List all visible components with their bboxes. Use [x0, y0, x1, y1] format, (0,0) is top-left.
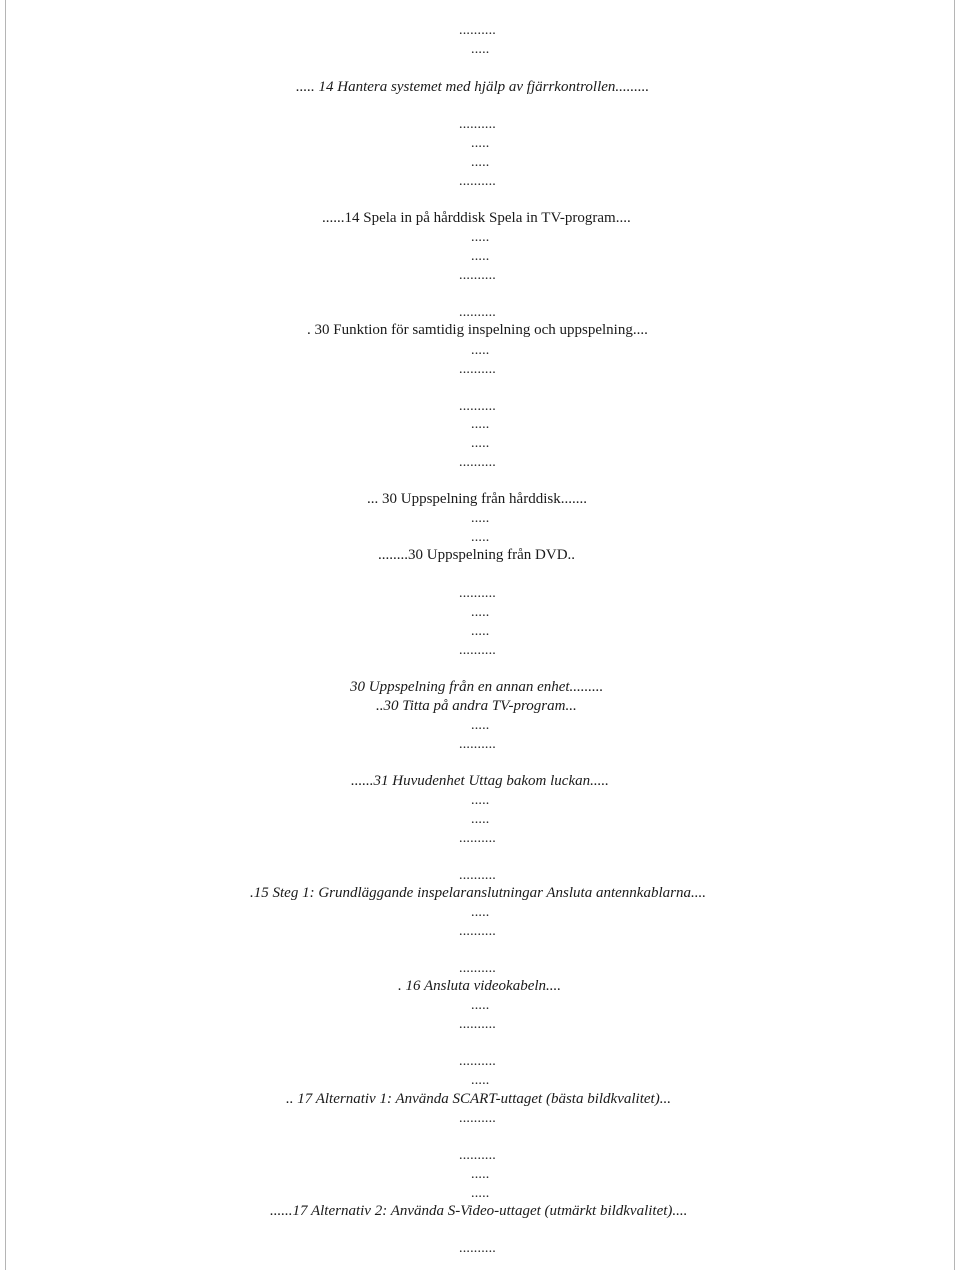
dot-leader: .......... [459, 1054, 496, 1069]
dot-leader: ..... [471, 1167, 490, 1182]
dot-leader: .......... [459, 868, 496, 883]
dot-leader: .......... [459, 831, 496, 846]
dot-leader: .......... [459, 643, 496, 658]
dot-leader: ..... [471, 343, 490, 358]
dot-leader: ..... [471, 624, 490, 639]
dot-leader: ..... [471, 812, 490, 827]
dot-leader: ..... [471, 1073, 490, 1088]
dot-leader: .......... [459, 961, 496, 976]
dot-leader: ..... [471, 136, 490, 151]
dot-leader: .......... [459, 399, 496, 414]
dot-leader: .......... [459, 924, 496, 939]
dot-leader: .......... [459, 1111, 496, 1126]
toc-entry: ..30 Titta på andra TV-program... [376, 698, 577, 714]
dot-leader: .......... [459, 455, 496, 470]
toc-entry: . 16 Ansluta videokabeln.... [398, 978, 562, 994]
dot-leader: ..... [471, 605, 490, 620]
dot-leader: ..... [471, 155, 490, 170]
toc-entry: ......14 Spela in på hårddisk Spela in TV-program.... [322, 210, 631, 226]
toc-entry: . 30 Funktion för samtidig inspelning och uppspelning.... [307, 322, 648, 338]
dot-leader: ..... [471, 436, 490, 451]
toc-entry: ......31 Huvudenhet Uttag bakom luckan..... [351, 773, 609, 789]
dot-leader: ..... [471, 793, 490, 808]
dot-leader: .......... [459, 1241, 496, 1256]
dot-leader: .......... [459, 1148, 496, 1163]
dot-leader: ..... [471, 1186, 490, 1201]
dot-leader: .......... [459, 362, 496, 377]
dot-leader: ..... [471, 530, 490, 545]
dot-leader: .......... [459, 174, 496, 189]
dot-leader: ..... [471, 998, 490, 1013]
toc-entry: .. 17 Alternativ 1: Använda SCART-uttaget (bästa bildkvalitet)... [286, 1091, 671, 1107]
dot-leader: .......... [459, 23, 496, 38]
toc-entry: ... 30 Uppspelning från hårddisk....... [367, 491, 587, 507]
dot-leader: .......... [459, 268, 496, 283]
dot-leader: ..... [471, 511, 490, 526]
dot-leader: .......... [459, 117, 496, 132]
dot-leader: .......... [459, 305, 496, 320]
dot-leader: .......... [459, 586, 496, 601]
dot-leader: ..... [471, 42, 490, 57]
toc-entry: ......17 Alternativ 2: Använda S-Video-uttaget (utmärkt bildkvalitet).... [270, 1203, 688, 1219]
dot-leader: ..... [471, 905, 490, 920]
toc-entry: ..... 14 Hantera systemet med hjälp av fjärrkontrollen......... [296, 79, 650, 95]
dot-leader: ..... [471, 249, 490, 264]
dot-leader: ..... [471, 230, 490, 245]
dot-leader: .......... [459, 1017, 496, 1032]
dot-leader: ..... [471, 718, 490, 733]
toc-entry: .15 Steg 1: Grundläggande inspelaranslutningar Ansluta antennkablarna.... [250, 885, 706, 901]
toc-entry: ........30 Uppspelning från DVD.. [378, 547, 576, 563]
toc-entry: 30 Uppspelning från en annan enhet......... [350, 679, 604, 695]
dot-leader: ..... [471, 417, 490, 432]
dot-leader: .......... [459, 737, 496, 752]
